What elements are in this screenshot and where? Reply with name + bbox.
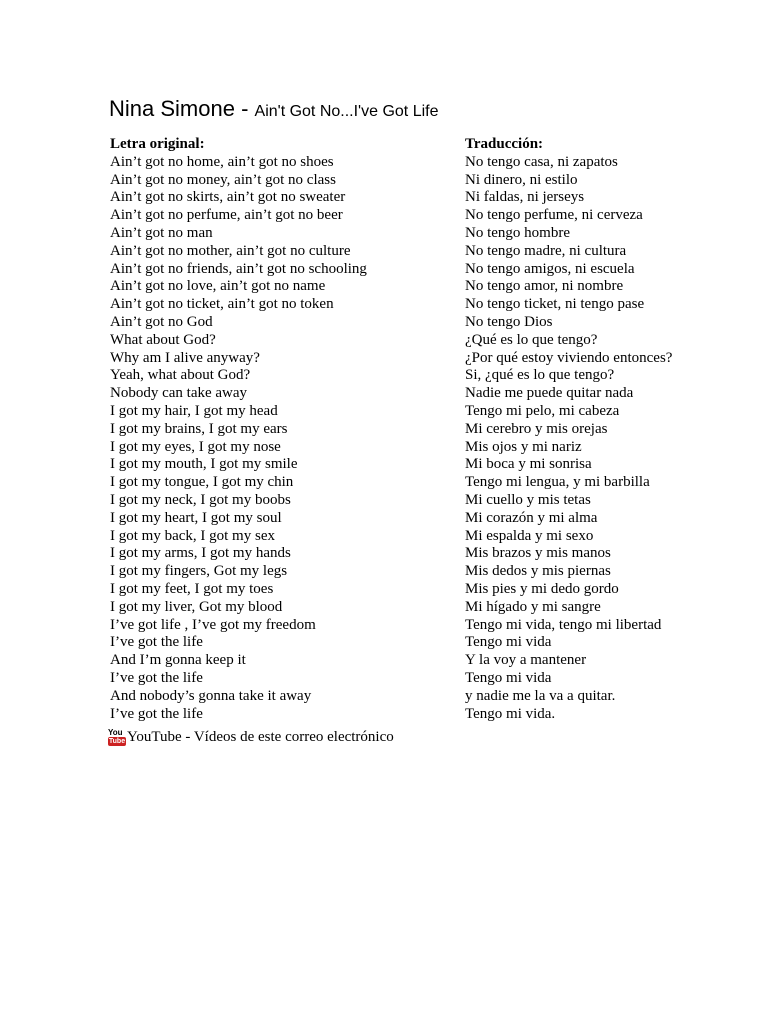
original-lyric-line: I’ve got the life xyxy=(110,634,203,651)
translation-line: Tengo mi vida, tengo mi libertad xyxy=(465,616,662,633)
original-lyric-line: I got my fingers, Got my legs xyxy=(110,563,288,580)
translation-line: No tengo perfume, ni cerveza xyxy=(465,207,643,224)
translation-line: Mi hígado y mi sangre xyxy=(465,598,601,615)
original-lyric-line: I’ve got life , I’ve got my freedom xyxy=(110,616,316,633)
translation-line: Mis ojos y mi nariz xyxy=(465,438,582,455)
youtube-link-text[interactable]: YouTube - Vídeos de este correo electrónico xyxy=(127,729,394,745)
title-artist: Nina Simone - xyxy=(109,96,255,121)
original-lyric-line: I’ve got the life xyxy=(110,669,203,686)
original-lyric-line: What about God? xyxy=(110,331,216,348)
original-lyrics-heading: Letra original: xyxy=(110,136,205,152)
original-lyric-line: And nobody’s gonna take it away xyxy=(110,687,312,704)
translation-line: No tengo casa, ni zapatos xyxy=(465,153,618,170)
translation-heading: Traducción: xyxy=(465,136,544,152)
original-lyric-line: And I’m gonna keep it xyxy=(110,652,246,669)
original-lyric-line: Nobody can take away xyxy=(110,385,248,402)
original-lyric-line: Ain’t got no mother, ain’t got no culture xyxy=(110,242,351,259)
translation-line: Tengo mi pelo, mi cabeza xyxy=(465,402,620,419)
original-lyric-line: Ain’t got no God xyxy=(110,313,213,330)
translation-line: y nadie me la va a quitar. xyxy=(465,687,616,704)
original-lyric-line: I got my tongue, I got my chin xyxy=(110,474,294,491)
translation-line: Mis pies y mi dedo gordo xyxy=(465,580,619,597)
original-lyric-line: Ain’t got no man xyxy=(110,224,213,241)
translation-line: Tengo mi lengua, y mi barbilla xyxy=(465,474,650,491)
translation-column xyxy=(465,136,755,723)
page-title xyxy=(109,91,438,126)
title-song: Ain't Got No...I've Got Life xyxy=(254,103,439,120)
translation-line: No tengo madre, ni cultura xyxy=(465,242,627,259)
translation-line: Ni faldas, ni jerseys xyxy=(465,189,585,206)
translation-line: No tengo hombre xyxy=(465,224,570,241)
original-lyric-line: I got my mouth, I got my smile xyxy=(110,456,298,473)
original-lyric-line: I got my liver, Got my blood xyxy=(110,598,283,615)
translation-line: Tengo mi vida xyxy=(465,634,552,651)
original-lyric-line: Ain’t got no love, ain’t got no name xyxy=(110,278,326,295)
original-lyric-line: Yeah, what about God? xyxy=(110,367,251,384)
youtube-link[interactable] xyxy=(108,728,394,746)
original-lyric-line: Ain’t got no home, ain’t got no shoes xyxy=(110,153,334,170)
translation-line: Mi cuello y mis tetas xyxy=(465,491,591,508)
original-lyric-line: I got my hair, I got my head xyxy=(110,402,278,419)
translation-line: ¿Qué es lo que tengo? xyxy=(465,331,598,348)
original-lyric-line: I got my arms, I got my hands xyxy=(110,545,291,562)
translation-line: No tengo Dios xyxy=(465,313,553,330)
original-lyric-line: I got my neck, I got my boobs xyxy=(110,491,291,508)
translation-line: No tengo amor, ni nombre xyxy=(465,278,624,295)
original-lyric-line: I got my brains, I got my ears xyxy=(110,420,288,437)
translation-line: Mi corazón y mi alma xyxy=(465,509,598,526)
original-lyric-line: I got my feet, I got my toes xyxy=(110,580,274,597)
translation-line: Mis dedos y mis piernas xyxy=(465,563,611,580)
translation-line: ¿Por qué estoy viviendo entonces? xyxy=(465,349,673,366)
translation-line: Mi espalda y mi sexo xyxy=(465,527,594,544)
translation-line: Nadie me puede quitar nada xyxy=(465,385,634,402)
original-lyric-line: Ain’t got no friends, ain’t got no schooling xyxy=(110,260,367,277)
original-lyric-line: Ain’t got no ticket, ain’t got no token xyxy=(110,296,334,313)
translation-line: Tengo mi vida. xyxy=(465,705,556,722)
youtube-icon[interactable]: You Tube xyxy=(108,728,126,745)
original-lyrics-list xyxy=(110,154,450,724)
original-lyric-line: I’ve got the life xyxy=(110,705,203,722)
translation-list xyxy=(465,154,755,724)
original-lyrics-column xyxy=(110,136,450,723)
translation-line: Ni dinero, ni estilo xyxy=(465,171,578,188)
translation-line: Mi boca y mi sonrisa xyxy=(465,456,592,473)
translation-line: No tengo ticket, ni tengo pase xyxy=(465,296,645,313)
original-lyric-line: Ain’t got no money, ain’t got no class xyxy=(110,171,336,188)
original-lyric-line: Why am I alive anyway? xyxy=(110,349,260,366)
original-lyric-line: Ain’t got no perfume, ain’t got no beer xyxy=(110,207,343,224)
translation-line: Mi cerebro y mis orejas xyxy=(465,420,608,437)
translation-line: Mis brazos y mis manos xyxy=(465,545,611,562)
original-lyric-line: Ain’t got no skirts, ain’t got no sweater xyxy=(110,189,346,206)
translation-line: Y la voy a mantener xyxy=(465,652,587,669)
original-lyric-line: I got my heart, I got my soul xyxy=(110,509,282,526)
translation-line: Tengo mi vida xyxy=(465,669,552,686)
original-lyric-line: I got my eyes, I got my nose xyxy=(110,438,281,455)
original-lyric-line: I got my back, I got my sex xyxy=(110,527,275,544)
translation-line: Si, ¿qué es lo que tengo? xyxy=(465,367,615,384)
translation-line: No tengo amigos, ni escuela xyxy=(465,260,635,277)
